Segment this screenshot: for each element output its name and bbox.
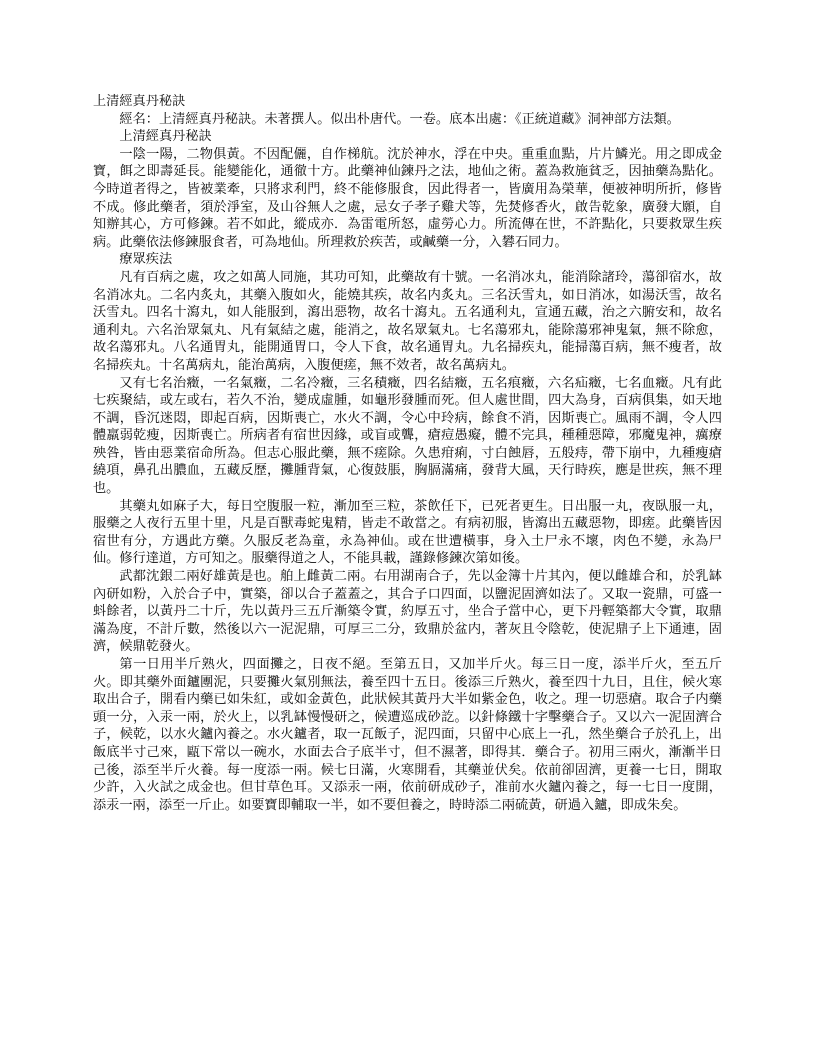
paragraph-3: 又有七名治癥，一名氣癥，二名冷癥，三名積癥，四名結癥，五名痕癥，六名疝癥，七名血癥。凡有此七疾聚結，或左或右，若久不治，變成虛腫，如龜形發腫而死。但人處世間，四大為身，百病俱集，如天地不調，昏沉迷悶，即起百病，因斯喪亡，水火不調，令心中玲病，餘食不消，因斯喪亡。風雨不調，令人四體羸弱乾瘦，因斯喪亡。所病者有宿世因緣，或盲或聾，瘡痘愚癡，體不完具，種種惡障，邪魔鬼神，癘療殃咎，皆由惡業宿命所為。但志心服此藥，無不瘥除。久患疳痢，寸白蝕唇，五般痔，帶下崩中，九種瘦瘡繞項，鼻孔出膿血，五藏反歷，攤腫背氣，心復鼓脹，胸膈滿痛，發背大風，天行時疾，應是世疾，無不理也。 xyxy=(93,375,722,497)
paragraph-5: 武都沈銀二兩好雄黃是也。舶上雌黃二兩。右用湖南合子，先以金簿十片其內，便以雌雄合和，於乳缽內研如粉，入於合子中，實築，卻以合子蓋蓋之，其合子口四面，以鹽泥固濟如法了。又取一瓷鼎，可盛一蚪餘者，以黃丹二十斤，先以黃丹三五斤漸築令實，約厚五寸，坐合子當中心，更下丹輕築都大令實，取鼎滿為度，不計斤數，然後以六一泥泥鼎，可厚三二分，致鼎於盆内，著灰且令陰乾，使泥鼎子上下通連，固濟，候鼎乾發火。 xyxy=(93,569,722,655)
paragraph-6: 第一日用半斤熟火，四面攤之，日夜不絕。至第五日，又加半斤火。每三日一度，添半斤火，至五斤火。即其藥外面鑪團泥，只要攤火氣別無法，養至四十五日。後添三斤熟火，養至四十九日，且住，候火寒取出合子，開看内藥已如朱紅，或如金黃色，此狀候其黃丹大半如紫金色，收之。理一切惡瘡。取合子内藥頭一分，入汞一兩，於火上，以乳缽慢慢研之，候遭巡成砂訖。以針條鐵十字擊藥合子。又以六一泥固濟合子，候乾，以水火鑪內養之。水火鑪者，取一瓦飯子，泥四面，只留中心底上一孔，然坐藥合子於孔上，出飯底半寸己來，甌下常以一碗水，水面去合子底半寸，但不濕著，即得其．藥合子。初用三兩火，漸漸半日己後，添至半斤火養。每一度添一兩。候七日滿，火寒開看，其藥並伏矣。依前卻固濟，更養一七日，開取少許，入火試之成金也。但甘草色耳。又添汞一兩，依前研成砂子，准前水火鑪內養之，每一七日一度開，添汞一兩，添至一斤止。如要寶即輔取一半，如不要但養之，時時添二兩硫黃，研過入鑪，即成朱矣。 xyxy=(93,657,722,813)
document-title: 上清經真丹秘訣 xyxy=(93,94,186,109)
work-title-heading: 上清經真丹秘訣 xyxy=(119,129,212,145)
paragraph-2: 凡有百病之處，攻之如萬人同施，其功可知，此藥故有十號。一名消冰丸，能消除諸玲，蕩卻宿水，故名消冰丸。二名内炙丸，其藥入腹如火，能燒其疾，故名内炙丸。三名沃雪丸，如日消冰，如湯沃雪，故名沃雪丸。四名十瀉丸，如人能服到，瀉出惡物，故名十瀉丸。五名通利丸，宣通五藏，治之六腑安和，故名通利丸。六名治眾氣丸、凡有氣結之處，能消之，故名眾氣丸。七名蕩邪丸，能除蕩邪神鬼氣，無不除愈，故名蕩邪丸。八名通胃丸，能開通胃口，令人下食，故名通胃丸。九名掃疾丸，能掃蕩百病，無不瘦者，故名掃疾丸。十名萬病丸，能治萬病，入腹便瘥，無不效者，故名萬病丸。 xyxy=(93,269,722,373)
section-heading-liao-zhong-ji-fa: 療眾疾法 xyxy=(119,252,173,268)
document-body xyxy=(93,93,722,814)
paragraph-4: 其藥丸如麻子大，每日空腹服一粒，漸加至三粒，茶飲任下，已死者更生。日出服一丸，夜臥服一丸，服藥之人夜行五里十里，凡是百獸毒蛇鬼精，皆走不敢當之。有病初服，皆瀉出五藏惡物，即瘥。此藥皆因宿世有分，方遇此方藥。久服反老為童，永為神仙。或在世遭橫事，身入土尸永不壞，肉色不變，永為尸仙。修行達道，方可知之。服藥得道之人，不能具載，謹錄修鍊次第如後。 xyxy=(93,498,722,567)
paragraph-1: 一陰一陽，二物俱黃。不因配儷，自作梯航。沈於神水，浮在中央。重重血點，片片鱗光。用之即成金寶，餌之即壽延長。能變能化，通徹十方。此藥神仙鍊丹之法，地仙之術。蓋為救施貧乏，因抽藥為點化。今時道者得之，皆被業牽，只將求利門，終不能修服食，因此得者一，皆廣用為榮華，便被神明所折，修皆不成。修此藥者，須於淨室，及山谷無人之處，忌女子孝子雞犬等，先焚修香火，啟告乾象，廣發大願，自知辦其心，方可修鍊。若不如此，縱成亦．為雷電所怒，虛勞心力。所流傳在世，不許點化，只要救眾生疾病。此藥依法修鍊服食者，可為地仙。所理救於疾苦，或鹹藥一分，入礬石同力。 xyxy=(93,146,722,250)
bibliographic-note: 經名：上清經真丹秘訣。未著撰人。似出朴唐代。一卷。底本出處：《正統道藏》洞神部方法類。 xyxy=(119,111,680,127)
